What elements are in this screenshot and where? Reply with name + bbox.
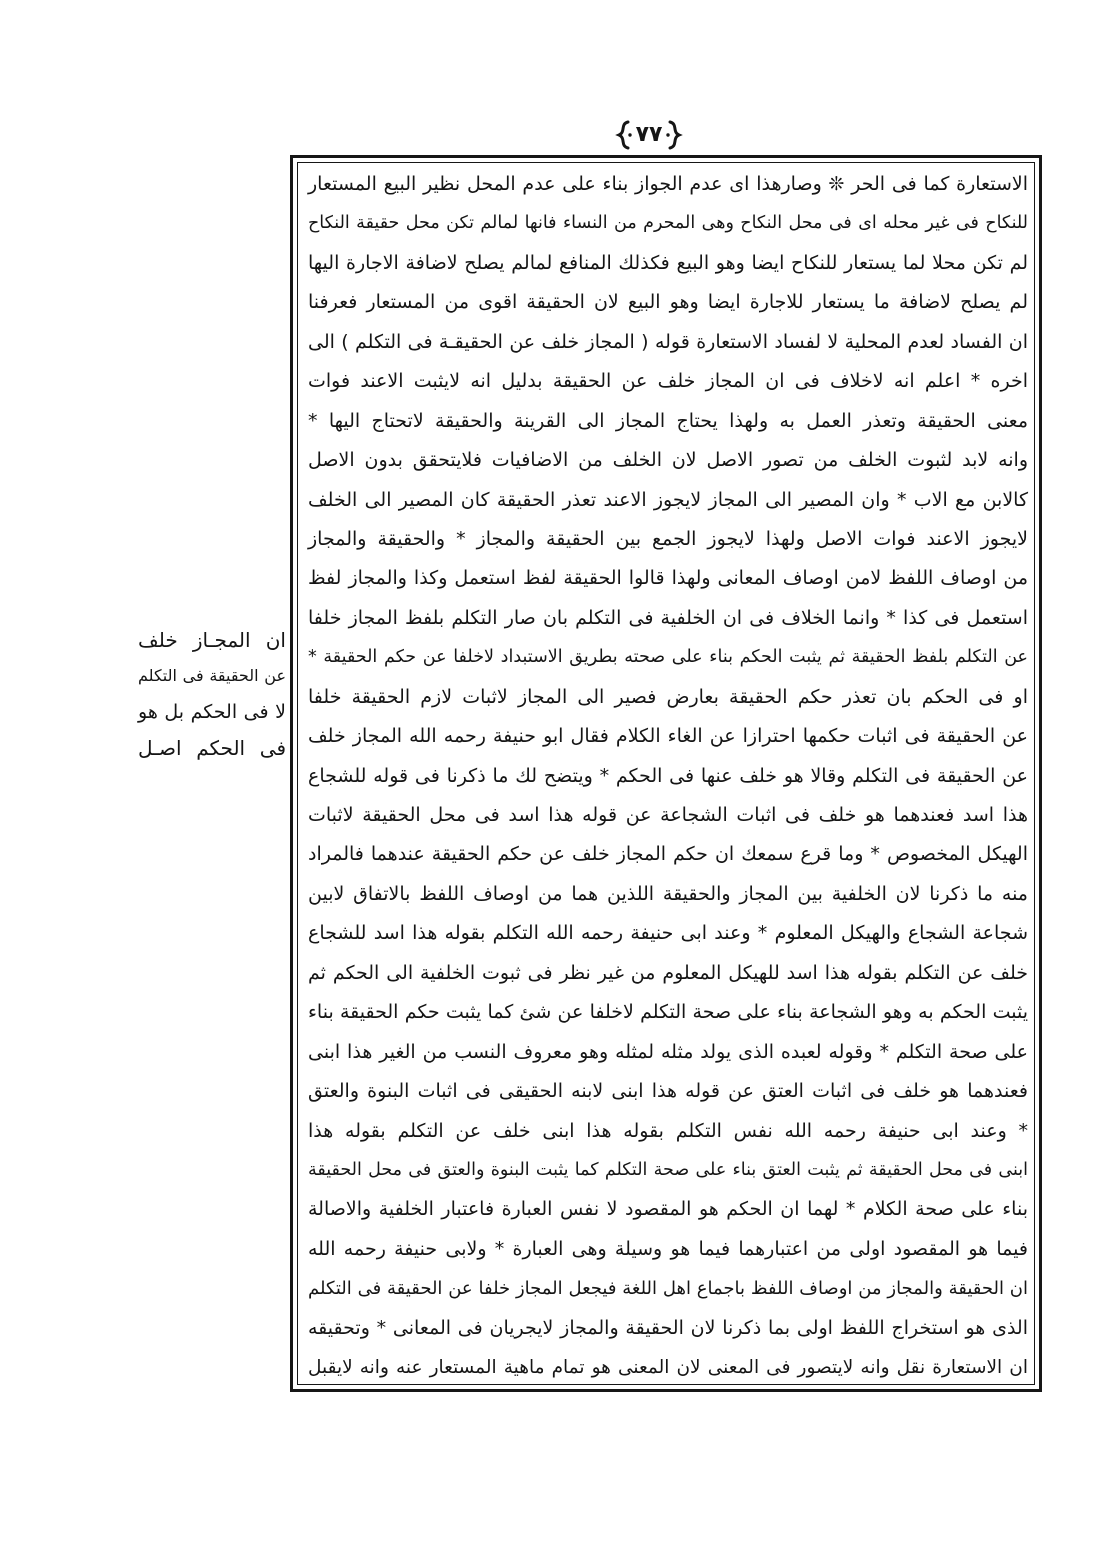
text-line: يثبت الحكم به وهو الشجاعة بناء على صحة التكلم لاخلفا عن شئ كما يثبت حكم الحقيقة بناء xyxy=(308,1001,1028,1024)
text-line: استعمل فى كذا * وانما الخلاف فى ان الخلفية فى التكلم بان صار التكلم بلفظ المجاز خلفا xyxy=(308,606,1028,629)
text-line: عن الحقيقة فى التكلم وقالا هو خلف عنها فى الحكم * ويتضح لك ما ذكرنا فى قوله للشجاع xyxy=(308,764,1028,787)
margin-note-line: لا فى الحكم بل هو xyxy=(138,701,286,723)
text-line: اخره * اعلم انه لاخلاف فى ان المجاز خلف عن الحقيقة بدليل انه لايثبت الاعند فوات xyxy=(308,370,1028,393)
text-line: منه ما ذكرنا لان الخلفية بين المجاز والحقيقة اللذين هما من اوصاف اللفظ بالاتفاق لابين xyxy=(308,882,1028,905)
text-line: * وعند ابى حنيفة رحمه الله نفس التكلم بقوله هذا ابنى خلف عن التكلم بقوله هذا xyxy=(308,1119,1028,1142)
margin-note-line: عن الحقيقة فى التكلم xyxy=(138,666,286,685)
text-line: او فى الحكم بان تعذر حكم الحقيقة بعارض فصير الى المجاز لاثبات لازم الحقيقة خلفا xyxy=(308,685,1028,708)
main-text xyxy=(308,165,1028,1388)
text-line: على صحة التكلم * وقوله لعبده الذى يولد مثله لمثله وهو معروف النسب من الغير هذا ابنى xyxy=(308,1040,1028,1063)
text-line: شجاعة الشجاع والهيكل المعلوم * وعند ابى حنيفة رحمه الله التكلم بقوله هذا اسد للشجاع xyxy=(308,922,1028,945)
text-line: خلف عن التكلم بقوله هذا اسد للهيكل المعلوم من غير نظر فى ثبوت الخلفية الى الحكم ثم xyxy=(308,961,1028,984)
text-frame xyxy=(290,155,1042,1392)
text-line: الهيكل المخصوص * وما قرع سمعك ان حكم المجاز خلف عن حكم الحقيقة عندهما فالمراد xyxy=(308,843,1028,866)
text-line: لم يصلح لاضافة ما يستعار للاجارة ايضا وهو البيع لان الحقيقة اقوى من المستعار فعرفنا xyxy=(308,291,1028,314)
text-line: لايجوز الاعند فوات الاصل ولهذا لايجوز الجمع بين الحقيقة والمجاز * والحقيقة والمجاز xyxy=(308,527,1028,550)
margin-note xyxy=(138,622,286,766)
margin-note-line: فى الحكم اصـل xyxy=(138,736,286,760)
text-line: ان الحقيقة والمجاز من اوصاف اللفظ باجماع اهل اللغة فيجعل المجاز خلفا عن الحقيقة فى التكلم xyxy=(308,1278,1028,1300)
text-line: فيما هو المقصود اولى من اعتبارهما فيما هو وسيلة وهى العبارة * ولابى حنيفة رحمه الله xyxy=(308,1237,1028,1260)
page-number-text: ٧٧ xyxy=(635,122,663,147)
text-line: الذى هو استخراج اللفظ اولى بما ذكرنا لان الحقيقة والمجاز لايجريان فى المعانى * وتحقيقه xyxy=(308,1316,1028,1339)
text-line: ان الفساد لعدم المحلية لا لفساد الاستعارة قوله ( المجاز خلف عن الحقيقـة فى التكلم ) الى xyxy=(308,330,1028,353)
text-line: لم تكن محلا لما يستعار للنكاح ايضا وهو البيع فكذلك المنافع لمالم يصلح لاضافة الاجارة اليها xyxy=(308,251,1028,274)
text-line: ان الاستعارة نقل وانه لايتصور فى المعنى لان المعنى هو تمام ماهية المستعار عنه وانه لايقبل xyxy=(308,1357,1028,1379)
text-line: عن التكلم بلفظ الحقيقة ثم يثبت الحكم بناء على صحته بطريق الاستبداد لاخلفا عن حكم الحقيقة * xyxy=(308,647,1028,668)
text-line: الاستعارة كما فى الحر ❊ وصارهذا اى عدم الجواز بناء على عدم المحل نظير البيع المستعار xyxy=(308,173,1028,195)
text-line: بناء على صحة الكلام * لهما ان الحكم هو المقصود لا نفس العبارة فاعتبار الخلفية والاصالة xyxy=(308,1198,1028,1221)
page-number xyxy=(604,118,694,152)
text-line: كالابن مع الاب * وان المصير الى المجاز لايجوز الاعند تعذر الحقيقة كان المصير الى الخلف xyxy=(308,488,1028,511)
text-line: فعندهما هو خلف فى اثبات العتق عن قوله هذا ابنى لابنه الحقيقى فى اثبات البنوة والعتق xyxy=(308,1080,1028,1103)
text-line: معنى الحقيقة وتعذر العمل به ولهذا يحتاج المجاز الى القرينة والحقيقة لاتحتاج اليها * xyxy=(308,409,1028,432)
text-line: عن الحقيقة فى اثبات حكمها احترازا عن الغاء الكلام فقال ابو حنيفة رحمه الله المجاز خلف xyxy=(308,725,1028,748)
text-line: للنكاح فى غير محله اى فى محل النكاح وهى المحرم من النساء فانها لمالم تكن محل حقيقة النكاح xyxy=(308,213,1028,234)
bracket-ornament-icon xyxy=(665,119,683,151)
margin-note-line: ان المجـاز خلف xyxy=(138,628,286,652)
bracket-ornament-icon xyxy=(615,119,633,151)
text-line: من اوصاف اللفظ لامن اوصاف المعانى ولهذا قالوا الحقيقة لفظ استعمل وكذا والمجاز لفظ xyxy=(308,567,1028,590)
text-line: ابنى فى محل الحقيقة ثم يثبت العتق بناء على صحة التكلم كما يثبت البنوة والعتق فى محل الحقيقة xyxy=(308,1159,1028,1180)
text-line: هذا اسد فعندهما هو خلف فى اثبات الشجاعة عن قوله هذا اسد فى محل الحقيقة لاثبات xyxy=(308,804,1028,826)
text-line: وانه لابد لثبوت الخلف من تصور الاصل لان الخلف من الاضافيات فلايتحقق بدون الاصل xyxy=(308,449,1028,472)
